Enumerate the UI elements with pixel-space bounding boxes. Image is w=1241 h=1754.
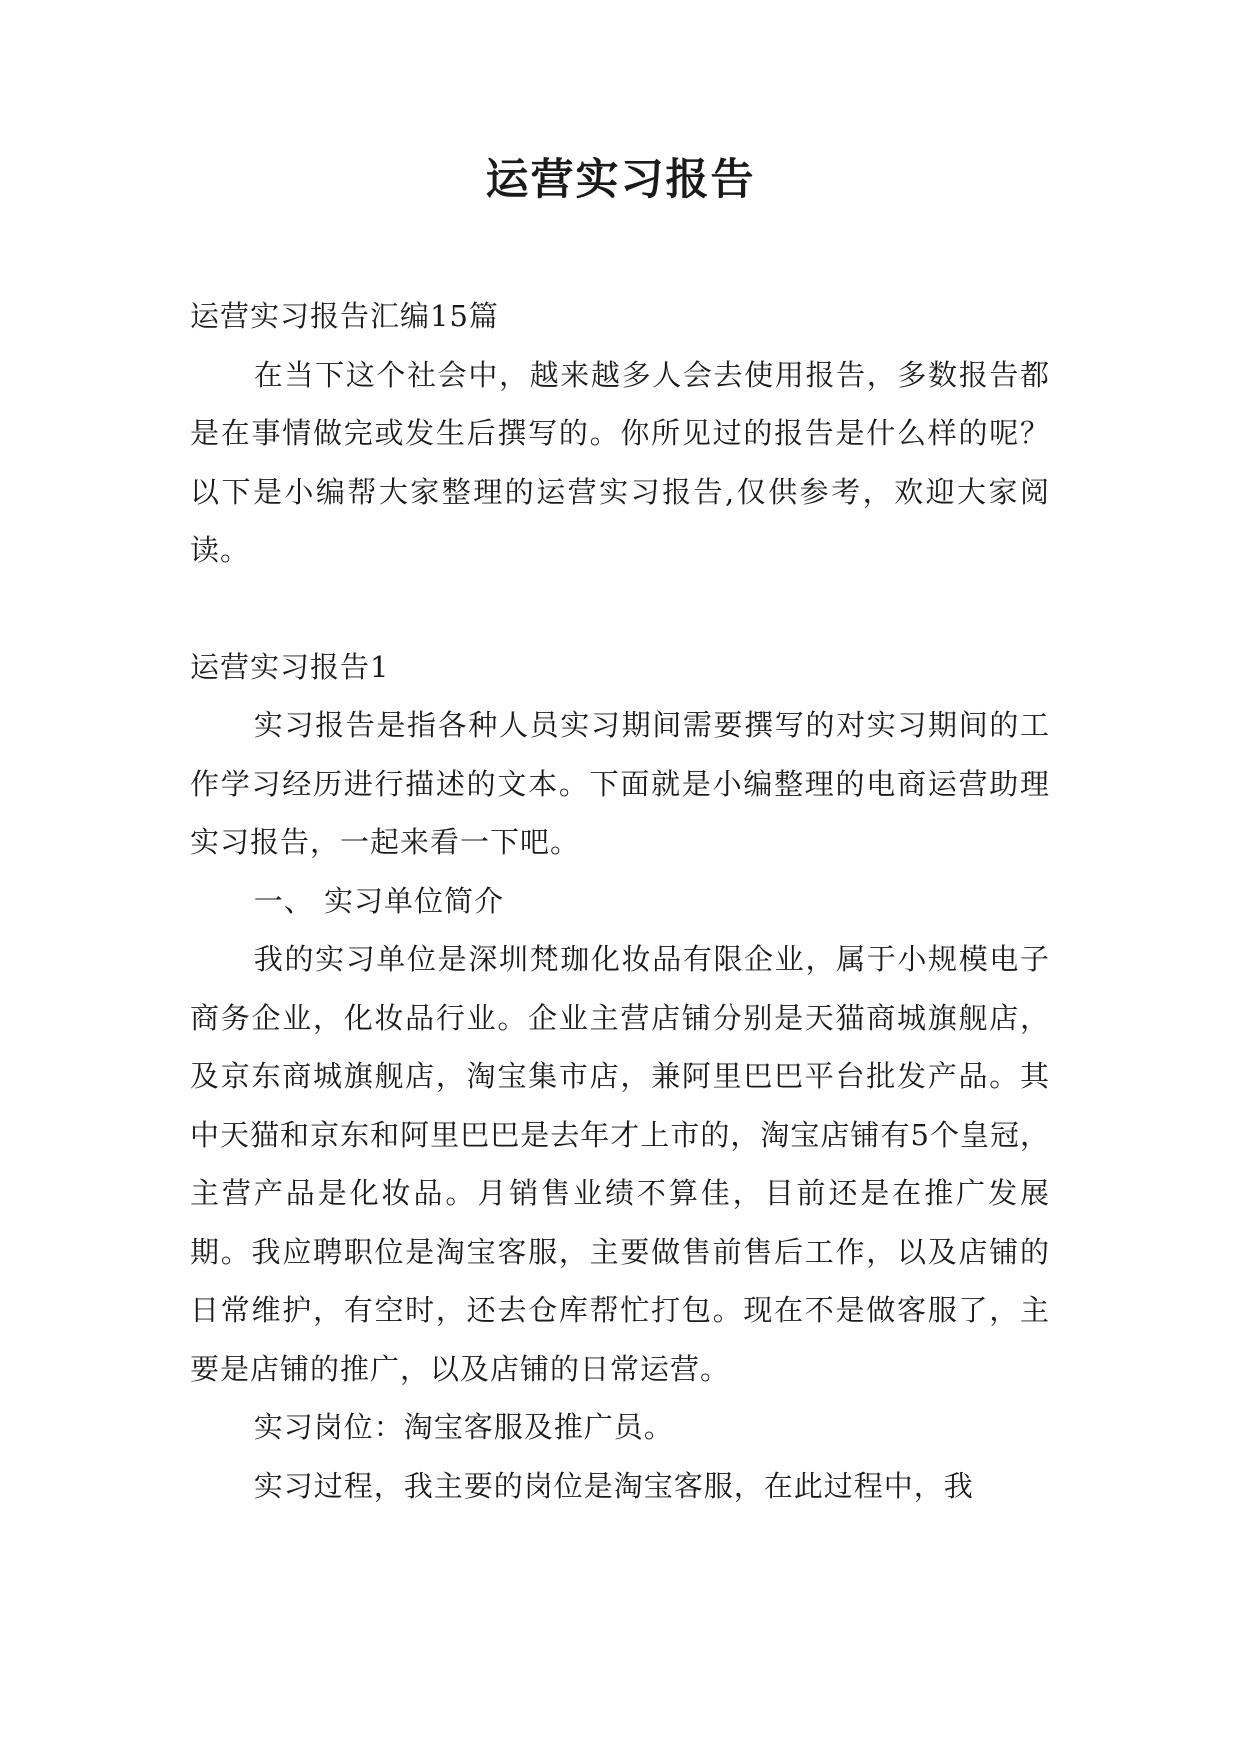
part-heading: 一、 实习单位简介 — [253, 883, 505, 918]
intro-paragraph: 在当下这个社会中，越来越多人会去使用报告，多数报告都是在事情做完或发生后撰写的。你所见过的报告是什么样的呢？以下是小编帮大家整理的运营实习报告,仅供参考，欢迎大家阅读。 — [190, 357, 1050, 567]
document-title: 运营实习报告 — [485, 155, 756, 205]
document-subtitle: 运营实习报告汇编15篇 — [190, 299, 499, 333]
process-paragraph: 实习过程，我主要的岗位是淘宝客服，在此过程中，我 — [253, 1468, 974, 1503]
company-paragraph: 我的实习单位是深圳梵珈化妆品有限企业，属于小规模电子商务企业，化妆品行业。企业主营店铺分别是天猫商城旗舰店，及京东商城旗舰店，淘宝集市店，兼阿里巴巴平台批发产品。其中天猫和京东和阿里巴巴是去年才上市的，淘宝店铺有5个皇冠，主营产品是化妆品。月销售业绩不算佳，目前还是在推广发展期。我应聘职位是淘宝客服，主要做售前售后工作，以及店铺的日常维护，有空时，还去仓库帮忙打包。现在不是做客服了，主要是店铺的推广，以及店铺的日常运营。 — [190, 942, 1050, 1386]
section-gap — [190, 580, 1050, 638]
document-body — [190, 287, 1050, 1515]
section-heading: 运营实习报告1 — [190, 649, 390, 684]
section-intro-paragraph: 实习报告是指各种人员实习期间需要撰写的对实习期间的工作学习经历进行描述的文本。下面就是小编整理的电商运营助理实习报告，一起来看一下吧。 — [190, 708, 1050, 859]
position-paragraph: 实习岗位：淘宝客服及推广员。 — [253, 1410, 674, 1444]
